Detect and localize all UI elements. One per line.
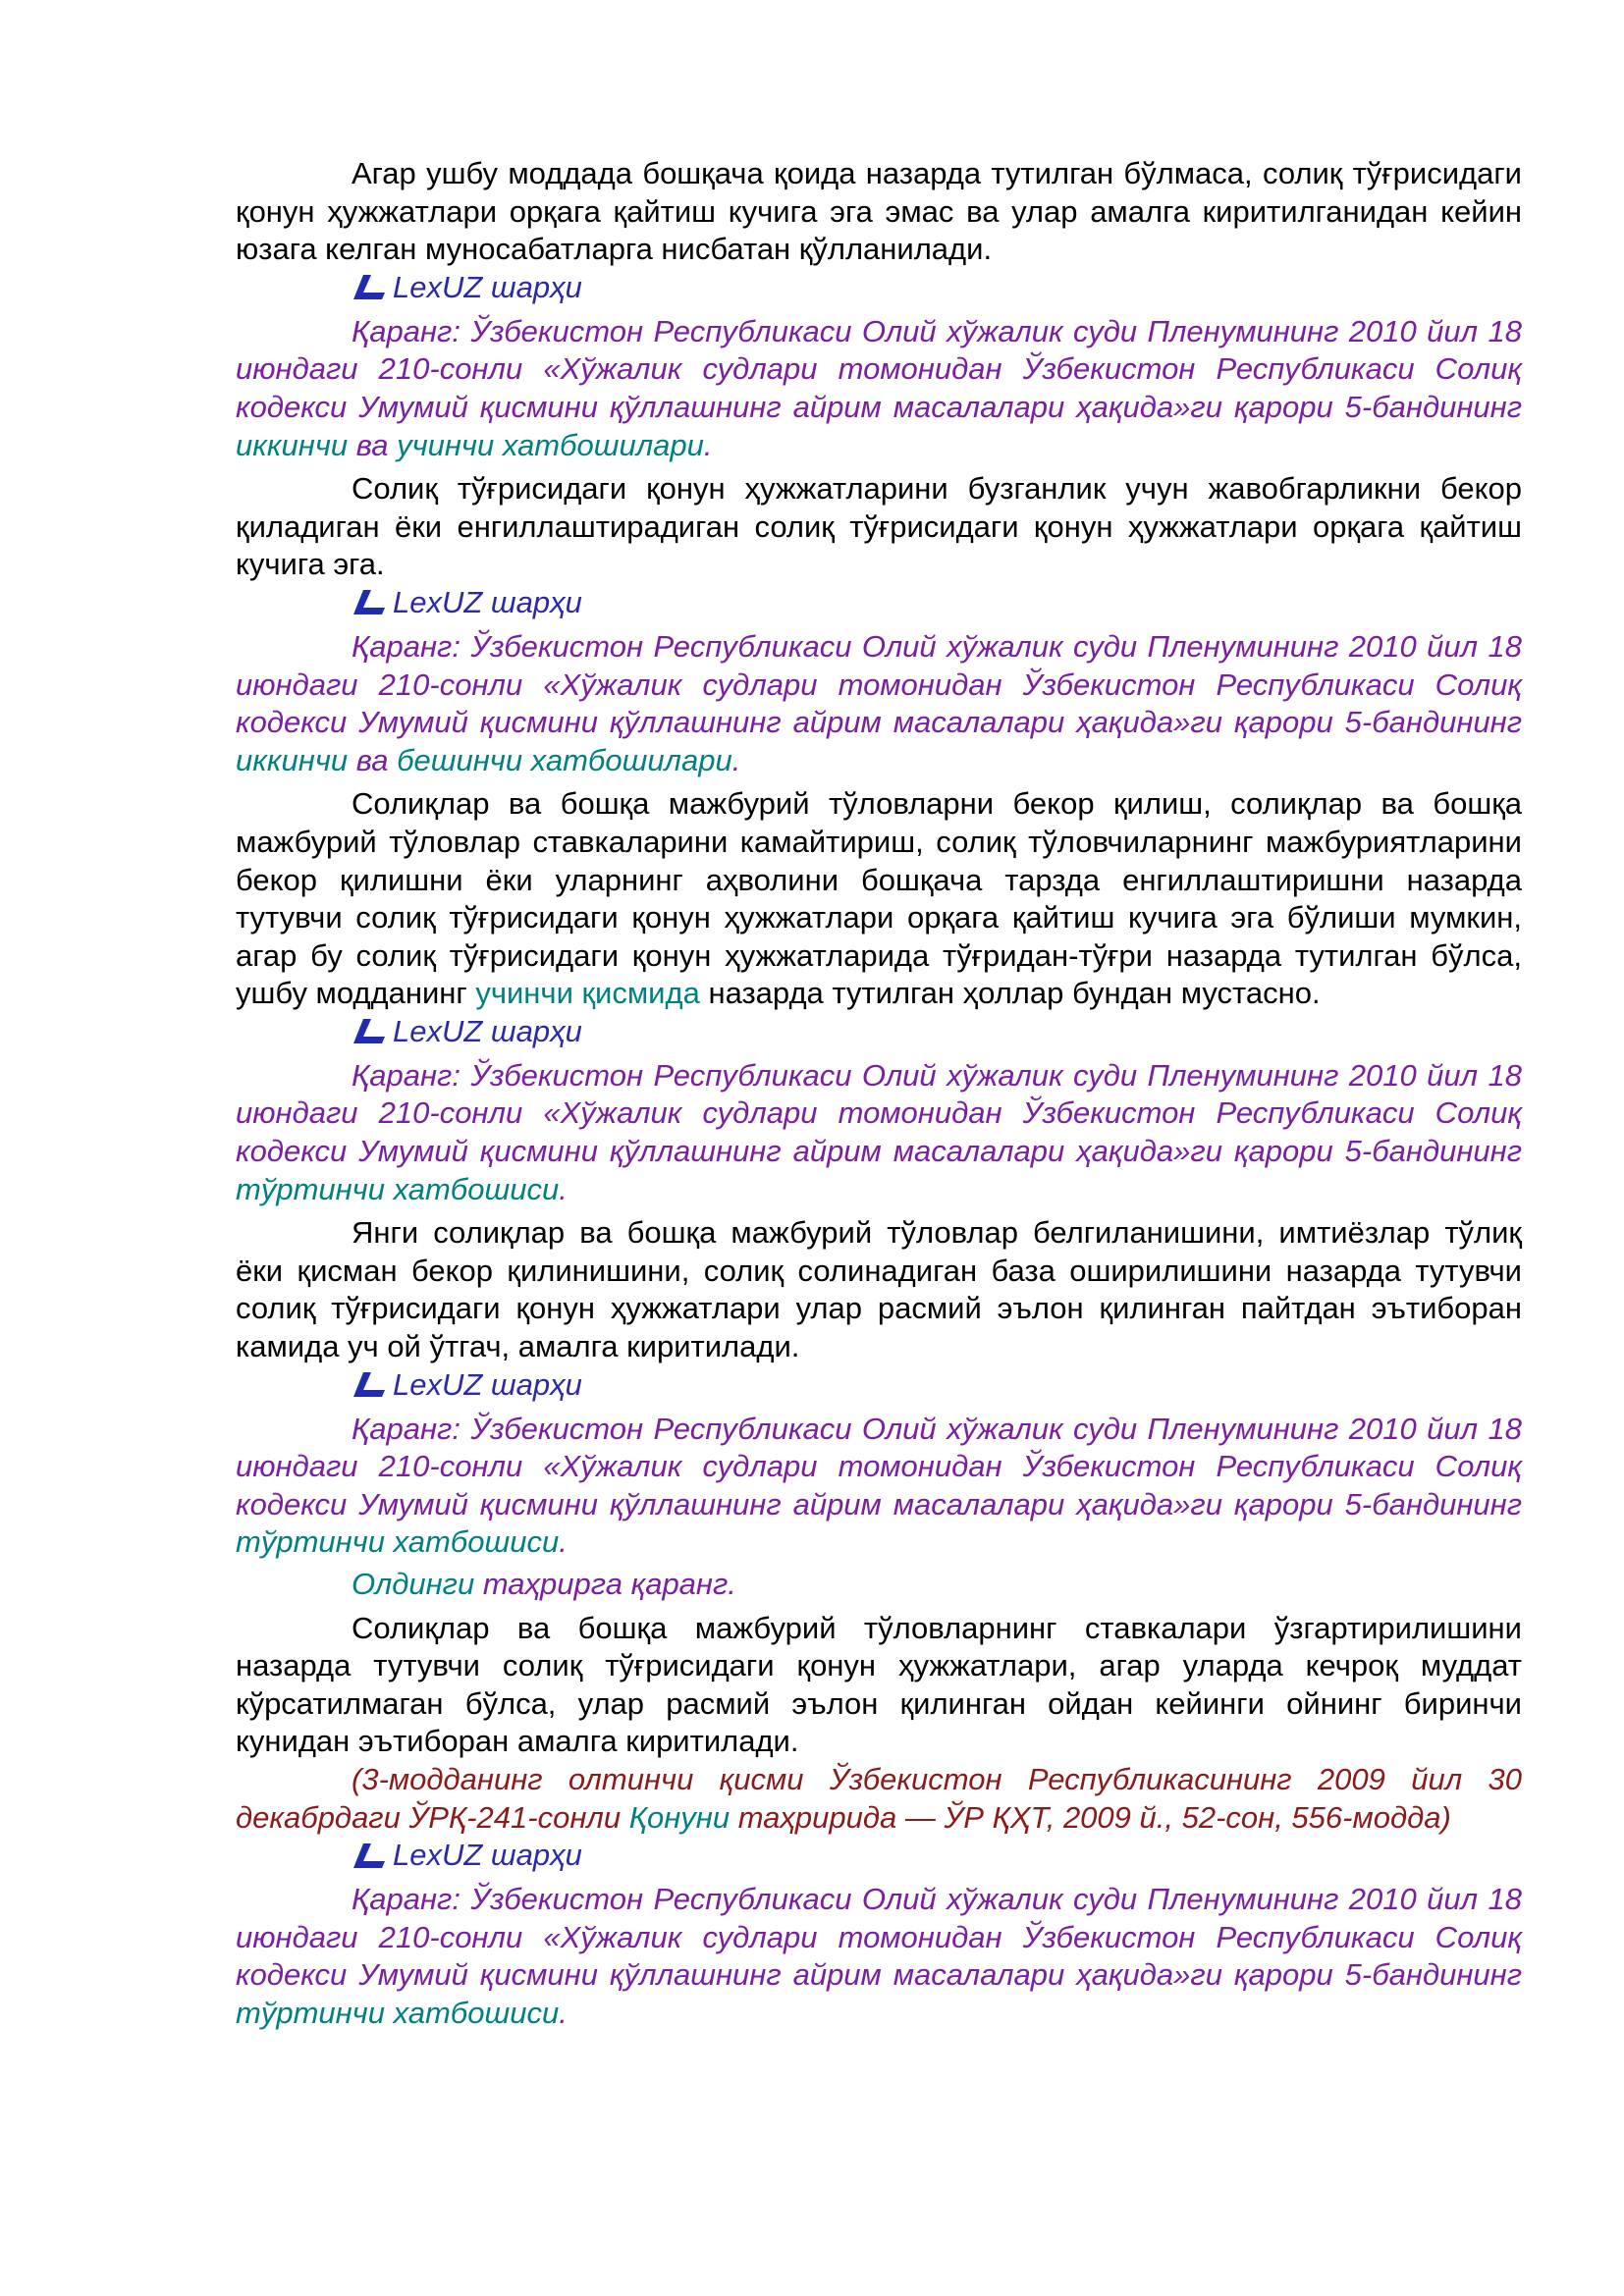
lexuz-commentary-4[interactable] <box>236 1366 1522 1405</box>
lexuz-commentary-3[interactable] <box>236 1013 1522 1051</box>
lexuz-logo-icon <box>352 1019 385 1044</box>
lexuz-commentary-2[interactable] <box>236 584 1522 622</box>
link-fourth-paragraph[interactable]: тўртинчи хатбошиси <box>236 1524 560 1560</box>
reference-text: Қаранг: Ўзбекистон Республикаси Олий хўжалик суди Пленумининг 2010 йил 18 июндаги 210-сонли «Хўжалик судлари томонидан Ўзбекистон Республикаси Солиқ кодекси Умумий қисмини қўллашнинг айрим масалалари ҳақида»ги қарори 5-бандининг <box>236 1057 1522 1169</box>
reference-end: . <box>559 1171 568 1206</box>
amendment-text: (3-модданинг олтинчи қисми Ўзбекистон Республикасининг 2009 йил 30 декабрдаги ЎРҚ-241-сонли <box>236 1761 1522 1835</box>
lexuz-commentary-5[interactable] <box>236 1837 1522 1875</box>
lexuz-logo-icon <box>352 275 385 300</box>
document-page <box>236 155 1522 2033</box>
reference-end: . <box>731 742 741 777</box>
link-fourth-paragraph[interactable]: тўртинчи хатбошиси <box>236 1995 560 2030</box>
lexuz-logo-icon <box>352 1843 385 1869</box>
paragraph-3-text: Солиқлар ва бошқа мажбурий тўловларни бекор қилиш, солиқлар ва бошқа мажбурий тўловлар ставкаларини камайтириш, солиқ тўловчиларнинг мажбуриятларини бекор қилишни ёки уларнинг аҳволини бошқача тарзда енгиллаштиришни назарда тутувчи солиқ тўғрисидаги қонун ҳужжатлари орқага қайтиш кучига эга бўлиши мумкин, агар бу солиқ тўғрисидаги қонун ҳужжатларида тўғридан-тўғри назарда тутилган бўлса, ушбу модданинг <box>236 786 1522 1011</box>
link-fifth-paragraphs[interactable]: бешинчи хатбошилари <box>397 742 732 777</box>
reference-text: Қаранг: Ўзбекистон Республикаси Олий хўжалик суди Пленумининг 2010 йил 18 июндаги 210-сонли «Хўжалик судлари томонидан Ўзбекистон Республикаси Солиқ кодекси Умумий қисмини қўллашнинг айрим масалалари ҳақида»ги қарори 5-бандининг <box>236 628 1522 740</box>
previous-edition-note <box>236 1566 1522 1604</box>
lexuz-label: LexUZ шарҳи <box>393 585 582 620</box>
paragraph-4: Янги солиқлар ва бошқа мажбурий тўловлар белгиланишини, имтиёзлар тўлиқ ёки қисман бекор қилинишини, солиқ солинадиган база оширилишини назарда тутувчи солиқ тўғрисидаги қонун ҳужжатлари улар расмий эълон қилинган пайтдан эътиборан камида уч ой ўтгач, амалга киритилади. <box>236 1215 1522 1364</box>
reference-text: Қаранг: Ўзбекистон Республикаси Олий хўжалик суди Пленумининг 2010 йил 18 июндаги 210-сонли «Хўжалик судлари томонидан Ўзбекистон Республикаси Солиқ кодекси Умумий қисмини қўллашнинг айрим масалалари ҳақида»ги қарори 5-бандининг <box>236 313 1522 424</box>
reference-end: . <box>559 1995 568 2030</box>
lexuz-commentary-1[interactable] <box>236 269 1522 307</box>
reference-5 <box>236 1881 1522 2032</box>
previous-edition-text: таҳрирга қаранг. <box>474 1567 736 1601</box>
amendment-note <box>236 1761 1522 1837</box>
paragraph-5: Солиқлар ва бошқа мажбурий тўловларнинг ставкалари ўзгартирилишини назарда тутувчи солиқ тўғрисидаги қонун ҳужжатлари, агар уларда кечроқ муддат кўрсатилмаган бўлса, улар расмий эълон қилинган ойдан кейинги ойнинг биринчи кунидан эътиборан амалга киритилади. <box>236 1610 1522 1759</box>
reference-2 <box>236 628 1522 779</box>
reference-1 <box>236 313 1522 464</box>
lexuz-logo-icon <box>352 1372 385 1398</box>
link-second-paragraph[interactable]: иккинчи <box>236 427 349 462</box>
paragraph-3 <box>236 785 1522 1013</box>
lexuz-logo-icon <box>352 590 385 615</box>
reference-text: Қаранг: Ўзбекистон Республикаси Олий хўжалик суди Пленумининг 2010 йил 18 июндаги 210-сонли «Хўжалик судлари томонидан Ўзбекистон Республикаси Солиқ кодекси Умумий қисмини қўллашнинг айрим масалалари ҳақида»ги қарори 5-бандининг <box>236 1411 1522 1522</box>
link-third-part[interactable]: учинчи қисмида <box>475 976 700 1011</box>
link-third-paragraphs[interactable]: учинчи хатбошилари <box>397 427 704 462</box>
paragraph-2: Солиқ тўғрисидаги қонун ҳужжатларини бузганлик учун жавобгарликни бекор қиладиган ёки енгиллаштирадиган солиқ тўғрисидаги қонун ҳужжатлари орқага қайтиш кучига эга. <box>236 471 1522 582</box>
paragraph-3-end: назарда тутилган ҳоллар бундан мустасно. <box>699 976 1321 1011</box>
lexuz-label: LexUZ шарҳи <box>393 269 582 304</box>
reference-end: . <box>703 427 713 462</box>
reference-connector: ва <box>348 427 398 462</box>
amendment-end: таҳририда — ЎР ҚҲТ, 2009 й., 52-сон, 556-модда) <box>730 1799 1451 1835</box>
reference-4 <box>236 1411 1522 1562</box>
lexuz-label: LexUZ шарҳи <box>393 1366 582 1402</box>
link-previous-edition[interactable]: Олдинги <box>352 1567 475 1601</box>
link-fourth-paragraph[interactable]: тўртинчи хатбошиси <box>236 1171 560 1206</box>
reference-end: . <box>559 1524 568 1560</box>
reference-3 <box>236 1057 1522 1208</box>
link-law[interactable]: Қонуни <box>628 1799 731 1835</box>
reference-connector: ва <box>348 742 398 777</box>
link-second-paragraph[interactable]: иккинчи <box>236 742 349 777</box>
lexuz-label: LexUZ шарҳи <box>393 1838 582 1873</box>
reference-text: Қаранг: Ўзбекистон Республикаси Олий хўжалик суди Пленумининг 2010 йил 18 июндаги 210-сонли «Хўжалик судлари томонидан Ўзбекистон Республикаси Солиқ кодекси Умумий қисмини қўллашнинг айрим масалалари ҳақида»ги қарори 5-бандининг <box>236 1882 1522 1993</box>
lexuz-label: LexUZ шарҳи <box>393 1014 582 1049</box>
paragraph-1: Агар ушбу моддада бошқача қоида назарда тутилган бўлмаса, солиқ тўғрисидаги қонун ҳужжатлари орқага қайтиш кучига эга эмас ва улар амалга киритилганидан кейин юзага келган муносабатларга нисбатан қўлланилади. <box>236 156 1522 267</box>
